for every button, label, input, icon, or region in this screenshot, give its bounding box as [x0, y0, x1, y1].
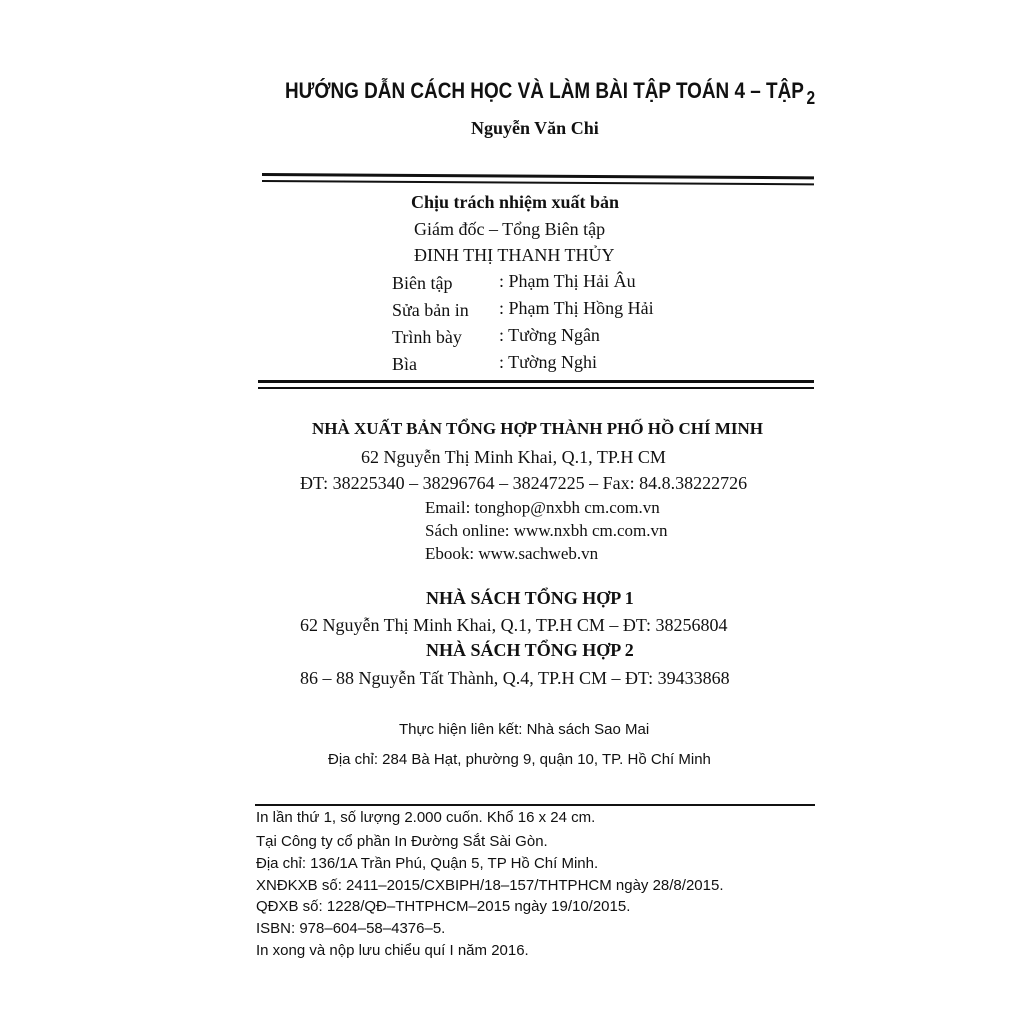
- book-title: [285, 78, 816, 108]
- bookstore-address: 62 Nguyễn Thị Minh Khai, Q.1, TP.H CM – ĐT: 38256804: [300, 615, 728, 635]
- book-author: Nguyễn Văn Chi: [471, 118, 599, 138]
- director-title: Giám đốc – Tổng Biên tập: [414, 219, 606, 239]
- book-volume: 2: [806, 88, 816, 108]
- partner-address: Địa chỉ: 284 Bà Hạt, phường 9, quận 10, TP. Hồ Chí Minh: [328, 751, 711, 768]
- imprint-line: ISBN: 978–604–58–4376–5.: [256, 920, 446, 937]
- imprint-line: In lần thứ 1, số lượng 2.000 cuốn. Khổ 16 x 24 cm.: [256, 809, 596, 826]
- credit-role: Biên tập: [392, 273, 453, 293]
- partner-line: Thực hiện liên kết: Nhà sách Sao Mai: [399, 721, 650, 738]
- credit-role: Trình bày: [392, 327, 462, 347]
- publisher-online: Sách online: www.nxbh cm.com.vn: [425, 521, 668, 540]
- credit-role: Bìa: [392, 354, 417, 374]
- responsibility-heading: Chịu trách nhiệm xuất bản: [411, 192, 620, 212]
- imprint-line: Địa chỉ: 136/1A Trần Phú, Quận 5, TP Hồ Chí Minh.: [256, 855, 599, 872]
- publisher-ebook: Ebook: www.sachweb.vn: [425, 544, 599, 563]
- publisher-phones: ĐT: 38225340 – 38296764 – 38247225 – Fax: 84.8.38222726: [300, 473, 748, 493]
- credit-name: : Phạm Thị Hải Âu: [499, 271, 636, 291]
- credit-name: : Tường Ngân: [499, 325, 600, 345]
- publisher-email: Email: tonghop@nxbh cm.com.vn: [425, 498, 660, 517]
- imprint-line: Tại Công ty cổ phần In Đường Sắt Sài Gòn.: [256, 833, 548, 850]
- rule-top-thin: [262, 180, 814, 185]
- publisher-address: 62 Nguyễn Thị Minh Khai, Q.1, TP.H CM: [361, 447, 666, 467]
- bookstore-name: NHÀ SÁCH TỔNG HỢP 1: [426, 588, 634, 608]
- rule-mid-thick: [258, 380, 814, 383]
- rule-imprint: [255, 804, 815, 806]
- credit-role: Sửa bản in: [392, 300, 469, 320]
- director-name: ĐINH THỊ THANH THỦY: [414, 245, 615, 265]
- bookstore-address: 86 – 88 Nguyễn Tất Thành, Q.4, TP.H CM – ĐT: 39433868: [300, 668, 730, 688]
- credit-name: : Tường Nghi: [499, 352, 597, 372]
- book-title-text: HƯỚNG DẪN CÁCH HỌC VÀ LÀM BÀI TẬP TOÁN 4 – TẬP: [285, 78, 804, 103]
- publisher-name: NHÀ XUẤT BẢN TỔNG HỢP THÀNH PHỐ HỒ CHÍ MINH: [312, 419, 764, 438]
- imprint-line: XNĐKXB số: 2411–2015/CXBIPH/18–157/THTPHCM ngày 28/8/2015.: [256, 877, 724, 894]
- rule-top-thick: [262, 173, 814, 179]
- bookstore-name: NHÀ SÁCH TỔNG HỢP 2: [426, 640, 634, 660]
- imprint-line: In xong và nộp lưu chiểu quí I năm 2016.: [256, 942, 529, 959]
- credit-name: : Phạm Thị Hồng Hải: [499, 298, 654, 318]
- rule-mid-thin: [258, 387, 814, 389]
- imprint-line: QĐXB số: 1228/QĐ–THTPHCM–2015 ngày 19/10/2015.: [256, 898, 631, 915]
